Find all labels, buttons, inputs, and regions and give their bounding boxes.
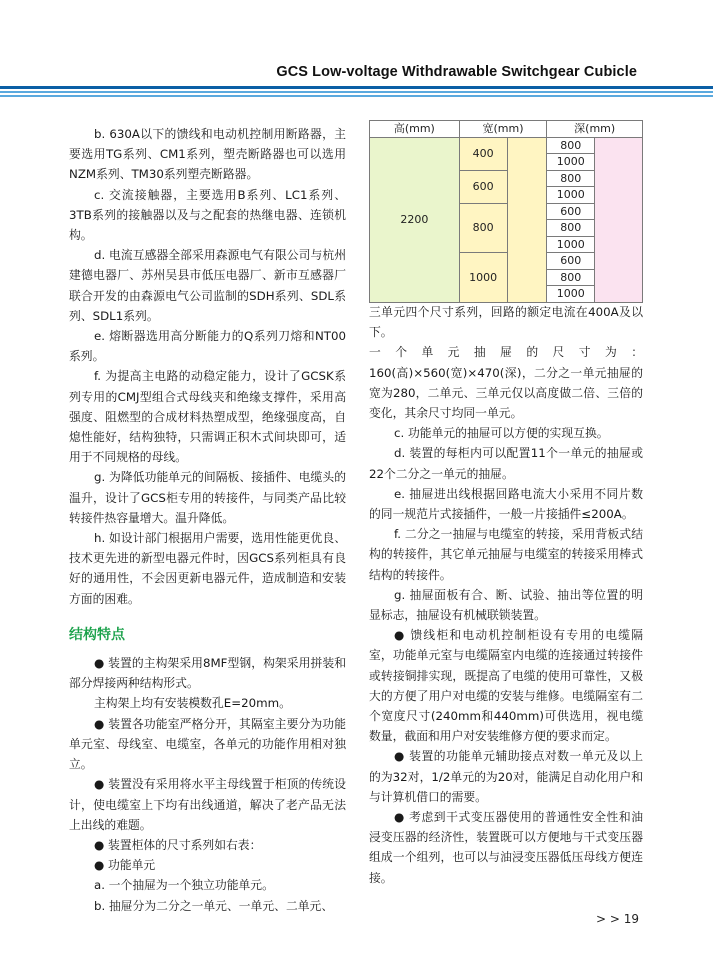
table-header-width: 宽(mm) (459, 121, 547, 138)
right-column (369, 302, 643, 888)
table-cell-depth: 800 (547, 170, 595, 187)
paragraph: b. 630A以下的馈线和电动机控制用断路器，主要选用TG系列、CM1系列，塑壳断路器也可以选用NZM系列、TM30系列塑壳断路器。 (69, 127, 346, 182)
paragraph: f. 二分之一抽屉与电缆室的转接，采用背板式结构的转接件，其它单元抽屉与电缆室的转接采用棒式结构的转接件。 (369, 527, 643, 582)
table-cell-width: 800 (459, 203, 507, 253)
table-header-height: 高(mm) (370, 121, 460, 138)
paragraph: e. 熔断器选用高分断能力的Q系列刀熔和NT00系列。 (69, 329, 346, 364)
header-rule (0, 86, 713, 89)
table-spacer (595, 137, 643, 302)
bullet-item: ● 装置柜体的尺寸系列如右表： (94, 837, 262, 852)
table-cell-width: 600 (459, 170, 507, 203)
table-cell-depth: 600 (547, 253, 595, 270)
table-cell-depth: 1000 (547, 187, 595, 204)
header-rule-thin-1 (0, 91, 713, 93)
paragraph: g. 为降低功能单元的间隔板、接插件、电缆头的温升，设计了GCS柜专用的转接件，与同类产品比较转接件热容量增大。温升降低。 (69, 470, 346, 525)
bullet-subtext: 主构架上均有安装模数孔E=20mm。 (94, 696, 291, 711)
table-cell-width: 1000 (459, 253, 507, 303)
bullet-item: ● 装置的功能单元辅助接点对数一单元及以上的为32对，1/2单元的为20对，能满足自动化用户和与计算机借口的需要。 (369, 749, 643, 804)
table-cell-width: 400 (459, 137, 507, 170)
bullet-item: ● 装置的主构架采用8MF型钢，构架采用拼装和部分焊接两种结构形式。 (69, 656, 346, 691)
table-cell-depth: 1000 (547, 154, 595, 171)
table-cell-depth: 800 (547, 220, 595, 237)
header-title: GCS Low-voltage Withdrawable Switchgear Cubicle (276, 64, 637, 80)
left-column (69, 124, 346, 916)
table-header-depth: 深(mm) (547, 121, 643, 138)
paragraph: 三单元四个尺寸系列，回路的额定电流在400A及以下。 (369, 305, 643, 340)
bullet-item: ● 装置各功能室严格分开，其隔室主要分为功能单元室、母线室、电缆室，各单元的功能作用相对独立。 (69, 716, 346, 772)
paragraph: h. 如设计部门根据用户需要，选用性能更优良、技术更先进的新型电器元件时，因GCS系列柜具有良好的通用性，不会因更新电器元件，造成制造和安装方面的困难。 (69, 531, 346, 606)
paragraph: e. 抽屉进出线根据回路电流大小采用不同片数的同一规范片式接插件，一般一片接插件≤200A。 (369, 486, 643, 522)
table-cell-depth: 800 (547, 137, 595, 154)
dimension-table (369, 120, 643, 303)
paragraph: g. 抽屉面板有合、断、试验、抽出等位置的明显标志，抽屉设有机械联锁装置。 (369, 587, 643, 623)
table-cell-depth: 1000 (547, 236, 595, 253)
paragraph: d. 装置的每柜内可以配置11个一单元的抽屉或22个二分之一单元的抽屉。 (369, 446, 643, 481)
section-title: 结构特点 (69, 626, 125, 643)
paragraph: c. 功能单元的抽屉可以方便的实现互换。 (394, 426, 609, 441)
page-number: > > 19 (596, 912, 640, 926)
table-cell-height: 2200 (370, 137, 460, 302)
bullet-item: ● 馈线柜和电动机控制柜设有专用的电缆隔室，功能单元室与电缆隔室内电缆的连接通过转接件或转接铜排实现，既提高了电缆的使用可靠性，又极大的方便了用户对电缆的安装与维修。电缆隔室有二个宽度尺寸(240mm和440mm)可供选用，视电缆数量，截面和用户对安装维修方便的要求而定。 (369, 628, 643, 744)
table-spacer (507, 137, 547, 302)
header-rule-thin-2 (0, 95, 713, 97)
list-item: b. 抽屉分为二分之一单元、一单元、二单元、 (94, 898, 334, 913)
list-item: a. 一个抽屉为一个独立功能单元。 (94, 878, 274, 893)
paragraph: c. 交流接触器，主要选用B系列、LC1系列、3TB系列的接触器以及与之配套的热继电器、连锁机构。 (69, 187, 346, 243)
table-cell-depth: 600 (547, 203, 595, 220)
table-cell-depth: 800 (547, 269, 595, 286)
bullet-item: ● 考虑到干式变压器使用的普通性安全性和油浸变压器的经济性，装置既可以方便地与干式变压器组成一个组列，也可以与油浸变压器低压母线方便连接。 (369, 810, 643, 885)
bullet-item: ● 装置没有采用将水平主母线置于柜顶的传统设计，使电缆室上下均有出线通道，解决了老产品无法上出线的难题。 (69, 777, 346, 832)
bullet-item: ● 功能单元 (94, 858, 156, 873)
paragraph: d. 电流互感器全部采用森源电气有限公司与杭州建德电器厂、苏州吴县市低压电器厂、新市互感器厂联合开发的由森源电气公司监制的SDH系列、SDL系列、SDL1系列。 (69, 248, 346, 323)
table-cell-depth: 1000 (547, 286, 595, 303)
paragraph: f. 为提高主电路的动稳定能力，设计了GCSK系列专用的CMJ型组合式母线夹和绝缘支撑件，采用高强度、阻燃型的合成材料热塑成型，绝缘强度高，自熄性能好，结构独特，只需调正积木式间块即可，适用于不同规格的母线。 (69, 369, 346, 465)
paragraph: 一个单元抽屉的尺寸为：160(高)×560(宽)×470(深)，二分之一单元抽屉的宽为280，二单元、三单元仅以高度做二倍、三倍的变化，其余尺寸均同一单元。 (369, 345, 643, 421)
